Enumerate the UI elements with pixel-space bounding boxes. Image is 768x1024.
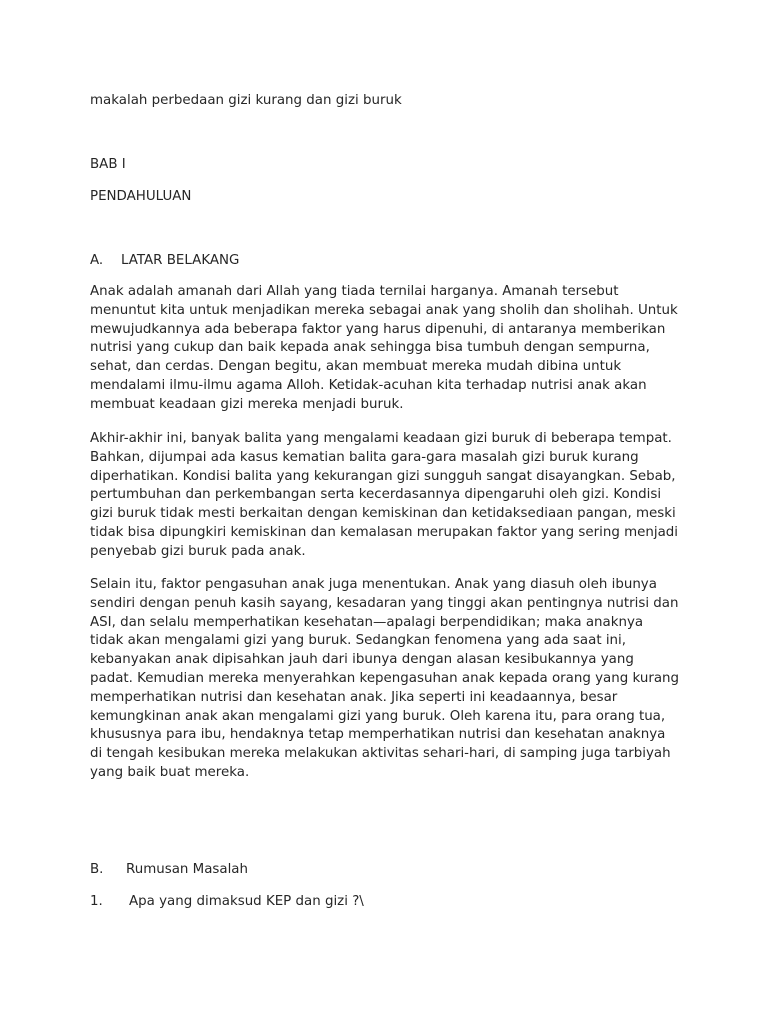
section-a-marker: A. [90, 253, 104, 268]
paragraph-1-text: Anak adalah amanah dari Allah yang tiada ternilai harganya. Amanah tersebut menuntut kita untuk menjadikan mereka sebagai anak yang sholih dan sholihah. Untuk mewujudkannya ada beberapa faktor yang harus dipenuhi, di antaranya memberikan nutrisi yang cukup dan baik kepada anak sehingga bisa tumbuh dengan sempurna, sehat, dan cerdas. Dengan begitu, akan membuat mereka mudah dibina untuk mendalami ilmu-ilmu agama Alloh. Ketidak-acuhan kita terhadap nutrisi anak akan membuat keadaan gizi mereka menjadi buruk. [90, 284, 678, 412]
section-b-heading [90, 861, 248, 879]
paragraph-1 [90, 283, 680, 415]
chapter-number: BAB I [90, 157, 126, 172]
paragraph-3 [90, 576, 680, 783]
paragraph-2-text: Akhir-akhir ini, banyak balita yang mengalami keadaan gizi buruk di beberapa tempat. Bahkan, dijumpai ada kasus kematian balita gara-gara masalah gizi buruk kurang diperhatikan. Kondisi balita yang kekurangan gizi sungguh sangat disayangkan. Sebab, pertumbuhan dan perkembangan serta kecerdasannya dipengaruhi oleh gizi. Kondisi gizi buruk tidak mesti berkaitan dengan kemiskinan dan ketidaksediaan pangan, meski tidak bisa dipungkiri kemiskinan dan kemalasan merupakan faktor yang sering menjadi penyebab gizi buruk pada anak. [90, 431, 679, 559]
chapter-title: PENDAHULUAN [90, 189, 192, 204]
paragraph-3-text: Selain itu, faktor pengasuhan anak juga menentukan. Anak yang diasuh oleh ibunya sendiri dengan penuh kasih sayang, kesadaran yang tinggi akan pentingnya nutrisi dan ASI, dan selalu memperhatikan kesehatan—apalagi berpendidikan; maka anaknya tidak akan mengalami gizi yang buruk. Sedangkan fenomena yang ada saat ini, kebanyakan anak dipisahkan jauh dari ibunya dengan alasan kesibukannya yang padat. Kemudian mereka menyerahkan kepengasuhan anak kepada orang yang kurang memperhatikan nutrisi dan kesehatan anak. Jika seperti ini keadaannya, besar kemungkinan anak akan mengalami gizi yang buruk. Oleh karena itu, para orang tua, khususnya para ibu, hendaknya tetap memperhatikan nutrisi dan kesehatan anaknya di tengah kesibukan mereka melakukan aktivitas sehari-hari, di samping juga tarbiyah yang baik buat mereka. [90, 577, 680, 780]
list-item-marker: 1. [90, 894, 103, 909]
document-title: makalah perbedaan gizi kurang dan gizi buruk [90, 93, 402, 108]
section-a-heading [90, 252, 239, 270]
section-b-title: Rumusan Masalah [126, 862, 248, 877]
list-item-text: Apa yang dimaksud KEP dan gizi ?\ [129, 894, 364, 909]
paragraph-2 [90, 430, 680, 562]
section-b-marker: B. [90, 862, 104, 877]
section-a-title: LATAR BELAKANG [121, 253, 240, 268]
list-item [90, 893, 364, 911]
